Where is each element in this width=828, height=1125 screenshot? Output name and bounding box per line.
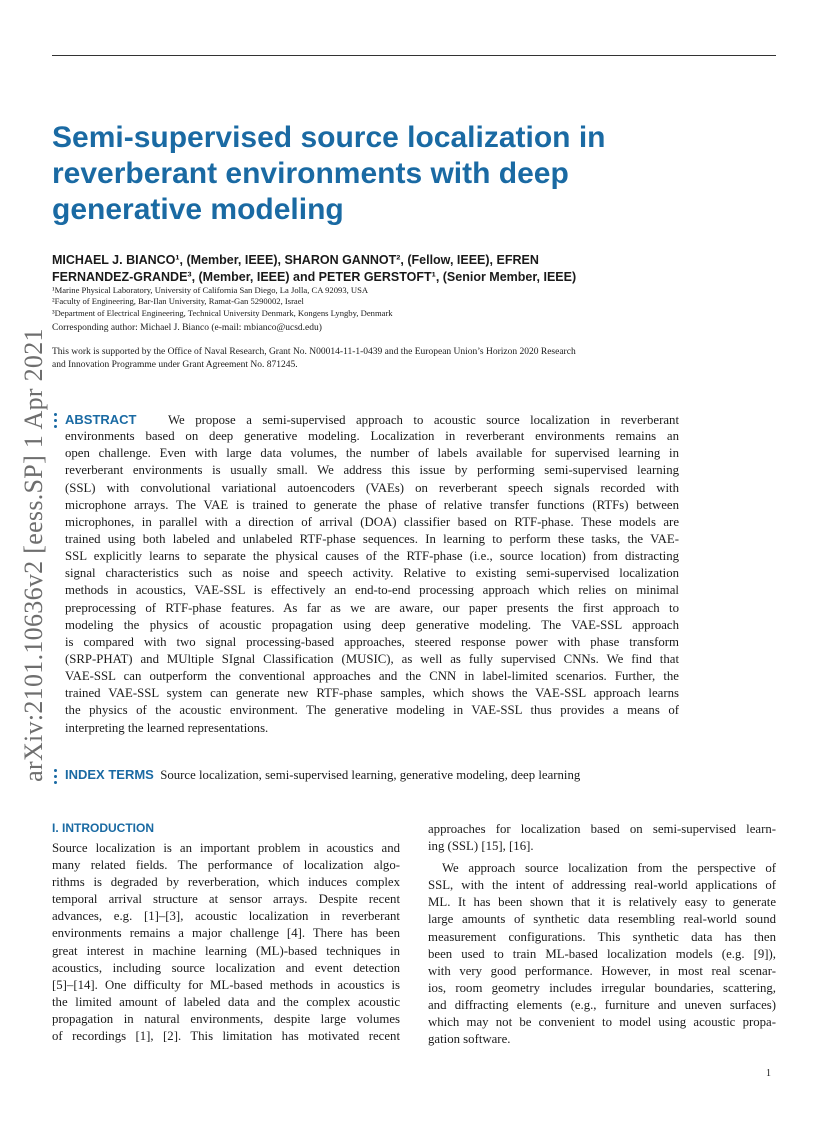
intro-line[interactable]: [5]–[14]. One difficulty for ML-based methods in acoustics is bbox=[52, 977, 400, 992]
intro-left-column bbox=[52, 820, 400, 1045]
intro-line: great interest in machine learning (ML)-based techniques in bbox=[52, 943, 400, 958]
intro-line: SSL, with the intent of addressing real-world applications of bbox=[428, 878, 776, 893]
funding-line: and Innovation Programme under Grant Agreement No. 871245. bbox=[52, 359, 298, 370]
index-terms bbox=[65, 766, 580, 784]
title-line: reverberant environments with deep bbox=[52, 157, 569, 190]
header-rule bbox=[52, 55, 776, 56]
intro-line: ios, room geometry includes irregular boundaries, scattering, bbox=[428, 980, 776, 995]
intro-line: propagation in natural environments, despite large volumes bbox=[52, 1011, 400, 1026]
abstract-line: the physics of the acoustic environment. The generative modeling in VAE-SSL thus provides a means of bbox=[65, 703, 679, 718]
funding-note bbox=[52, 346, 692, 371]
affiliations bbox=[52, 285, 772, 319]
section-heading-introduction: I. INTRODUCTION bbox=[52, 821, 154, 835]
page-number: 1 bbox=[766, 1068, 771, 1079]
intro-line[interactable]: of recordings [1], [2]. This limitation has motivated recent bbox=[52, 1029, 400, 1044]
abstract-line: (SSL) with convolutional variational autoencoders (VAEs) on reverberant speech signals recorded with bbox=[65, 480, 679, 495]
abstract-heading: ABSTRACT bbox=[65, 412, 137, 427]
intro-line: We approach source localization from the perspective of bbox=[442, 861, 776, 876]
abstract-line: (SRP-PHAT) and MUltiple SIgnal Classification (MUSIC), as well as fully supervised CNNs. We find that bbox=[65, 651, 679, 666]
intro-line: the limited amount of labeled data and the complex acoustic bbox=[52, 994, 400, 1009]
corresponding-author: Corresponding author: Michael J. Bianco (e-mail: mbianco@ucsd.edu) bbox=[52, 323, 322, 333]
intro-line[interactable]: been used to train ML-based localization models (e.g. [9]), bbox=[428, 946, 776, 961]
intro-line: gation software. bbox=[428, 1032, 511, 1047]
abstract-line: microphone arrays. The VAE is trained to generate the phase of relative transfer functions (RTFs) between bbox=[65, 497, 679, 512]
affiliation: ²Faculty of Engineering, Bar-Ilan University, Ramat-Gan 5290002, Israel bbox=[52, 296, 304, 307]
abstract-line: preprocessing of RTF-phase features. As far as we are aware, our paper presents the first approach to bbox=[65, 600, 679, 615]
intro-line: large amounts of synthetic data resembling real-world sound bbox=[428, 912, 776, 927]
affiliation: ³Department of Electrical Engineering, Technical University Denmark, Kongens Lyngby, Denmark bbox=[52, 307, 393, 318]
index-terms-text: Source localization, semi-supervised learning, generative modeling, deep learning bbox=[160, 768, 581, 782]
abstract-line: environments based on deep generative modeling. Localization in reverberant environments remains an bbox=[65, 429, 679, 444]
funding-line: This work is supported by the Office of Naval Research, Grant No. N00014-11-1-0439 and the European Union’s Horizon 2020 Research bbox=[52, 347, 576, 357]
abstract-line: SSL explicitly learns to separate the physical causes of the RTF-phase (i.e., source location) from distracting bbox=[65, 549, 679, 564]
intro-line: many related fields. The performance of localization algo- bbox=[52, 858, 400, 873]
abstract-line: interpreting the learned representations. bbox=[65, 720, 269, 735]
index-terms-marker-dots bbox=[54, 769, 60, 787]
intro-line: rithms is degraded by reverberation, which induces complex bbox=[52, 875, 400, 890]
abstract-text: We propose a semi-supervised approach to acoustic source localization in reverberant bbox=[167, 413, 679, 427]
authors-line: FERNANDEZ-GRANDE³, (Member, IEEE) and PETER GERSTOFT¹, (Senior Member, IEEE) bbox=[52, 270, 577, 284]
abstract-line: trained VAE-SSL system can generate new RTF-phase samples, which shows the VAE-SSL approach learns bbox=[65, 686, 679, 701]
title-line: Semi-supervised source localization in bbox=[52, 121, 606, 154]
intro-line: and diffracting elements (e.g., furniture and uneven surfaces) bbox=[428, 997, 776, 1012]
abstract-line-first bbox=[65, 411, 679, 428]
abstract-line: modeling the physics of acoustic propagation using deep generative modeling. The VAE-SSL approach bbox=[65, 617, 679, 632]
intro-line: acoustics, including source localization and event detection bbox=[52, 960, 400, 975]
affiliation: ¹Marine Physical Laboratory, University of California San Diego, La Jolla, CA 92093, USA bbox=[52, 285, 369, 295]
abstract-line: reverberant environments is usually small. We address this issue by performing semi-supervised learning bbox=[65, 463, 679, 478]
abstract-line: methods in acoustics, VAE-SSL is effectively an end-to-end processing approach which relies on minimal bbox=[65, 583, 679, 598]
abstract-marker-dots bbox=[54, 413, 60, 431]
intro-line[interactable]: ing (SSL) [15], [16]. bbox=[428, 839, 534, 854]
index-terms-heading: INDEX TERMS bbox=[65, 767, 154, 782]
abstract-line: microphones, in parallel with a direction of arrival (DOA) classifier based on RTF-phase. These models are bbox=[65, 514, 679, 529]
abstract-line: trained using both labeled and unlabeled RTF-phase sequences. In learning to perform these tasks, the VAE- bbox=[65, 531, 679, 546]
intro-line: temporal arrival structure at sensor arrays. Despite recent bbox=[52, 892, 400, 907]
abstract-line: signal characteristics such as noise and speech activity. Relative to existing semi-supervised localization bbox=[65, 566, 679, 581]
author-list bbox=[52, 252, 772, 286]
intro-line: measurement configurations. This synthetic data has then bbox=[428, 929, 776, 944]
authors-line: MICHAEL J. BIANCO¹, (Member, IEEE), SHARON GANNOT², (Fellow, IEEE), EFREN bbox=[52, 253, 539, 267]
abstract-line: open challenge. Even with large data volumes, the number of labels available for supervised learning in bbox=[65, 446, 679, 461]
intro-line: approaches for localization based on semi-supervised learn- bbox=[428, 822, 776, 836]
paper-title bbox=[52, 120, 752, 228]
intro-line: with very good performance. However, in most real scenar- bbox=[428, 963, 776, 978]
intro-line: Source localization is an important problem in acoustics and bbox=[52, 841, 400, 855]
intro-line: which may not be convenient to model using acoustic propa- bbox=[428, 1015, 776, 1030]
arxiv-sidebar bbox=[16, 0, 52, 1125]
intro-line: ML. It has been shown that it is relatively easy to generate bbox=[428, 895, 776, 910]
intro-right-column bbox=[428, 821, 776, 1048]
intro-line[interactable]: environments remains a major challenge [4]. There has been bbox=[52, 926, 400, 941]
abstract-line: VAE-SSL can outperform the conventional approaches and the CNN in label-limited scenarios. Further, the bbox=[65, 669, 679, 684]
arxiv-identifier[interactable]: arXiv:2101.10636v2 [eess.SP] 1 Apr 2021 bbox=[19, 328, 48, 782]
title-line: generative modeling bbox=[52, 193, 344, 226]
abstract bbox=[65, 411, 679, 737]
abstract-line: is compared with two signal processing-based approaches, steered response power with phase transform bbox=[65, 634, 679, 649]
intro-line[interactable]: advances, e.g. [1]–[3], acoustic localization in reverberant bbox=[52, 909, 400, 924]
